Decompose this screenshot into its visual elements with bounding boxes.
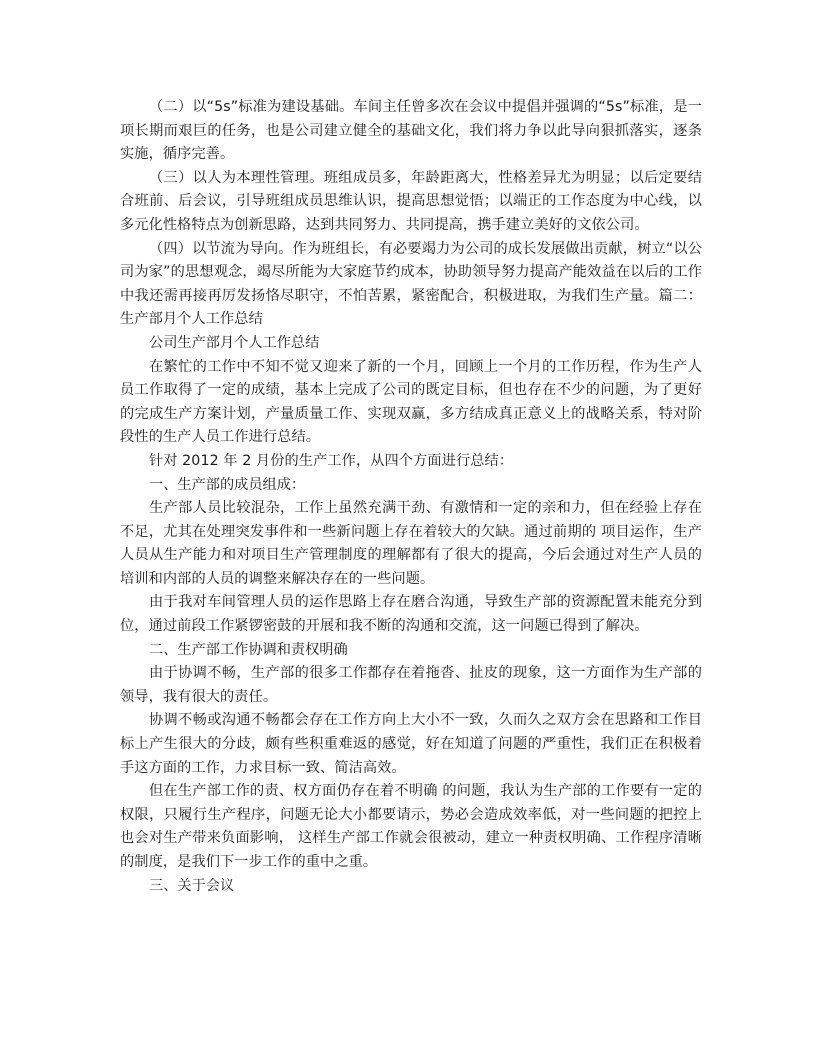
- paragraph-resource-allocation: 由于我对车间管理人员的运作思路上存在磨合沟通，导致生产部的资源配置未能充分到位，通过前段工作紧锣密鼓的开展和我不断的沟通和交流，这一问题已得到了解决。: [120, 594, 702, 635]
- heading-meetings: 三、关于会议: [149, 877, 235, 894]
- paragraph-communication: 协调不畅或沟通不畅都会存在工作方向上大小不一致，久而久之双方会在思路和工作目标上产生很大的分歧，颇有些积重难返的感觉，好在知道了问题的严重性，我们正在积极着手这方面的工作，力求目标一致、简洁高效。: [120, 712, 702, 776]
- paragraph-intro: 在繁忙的工作中不知不觉又迎来了新的一个月，回顾上一个月的工作历程，作为生产人员工作取得了一定的成绩，基本上完成了公司的既定目标，但也存在不少的问题，为了更好的完成生产方案计划，产量质量工作、实现双赢，多方结成真正意义上的战略关系，特对阶段性的生产人员工作进行总结。: [120, 358, 702, 446]
- paragraph-people-oriented: （三）以人为本理性管理。班组成员多，年龄距离大，性格差异尤为明显；以后定要结合班前、后会议，引导班组成员思维认识，提高思想觉悟；以端正的工作态度为中心线，以多元化性格特点为创新思路，达到共同努力、共同提高，携手建立美好的文依公司。: [120, 169, 702, 233]
- heading-members: 一、生产部的成员组成：: [149, 476, 306, 493]
- section-title: 公司生产部月个人工作总结: [149, 334, 320, 351]
- paragraph-cost-saving: （四）以节流为导向。作为班组长，有必要竭力为公司的成长发展做出贡献，树立“以公司为家”的思想观念，竭尽所能为大家庭节约成本，协助领导努力提高产能效益在以后的工作中我还需再接再厉发扬恪尽职守，不怕苦累，紧密配合，积极进取，为我们生产量。篇二：生产部月个人工作总结: [120, 240, 702, 328]
- document-body: [120, 96, 702, 898]
- paragraph-5s-standard: （二）以“5s”标准为建设基础。车间主任曾多次在会议中提倡并强调的“5s”标准，是一项长期而艰巨的任务，也是公司建立健全的基础文化，我们将力争以此导向狠抓落实，逐条实施，循序完善。: [120, 99, 702, 163]
- paragraph-coordination-issue: 由于协调不畅，生产部的很多工作都存在着拖沓、扯皮的现象，这一方面作为生产部的领导，我有很大的责任。: [120, 665, 702, 705]
- paragraph-members-detail: 生产部人员比较混杂，工作上虽然充满干劲、有激情和一定的亲和力，但在经验上存在不足，尤其在处理突发事件和一些新问题上存在着较大的欠缺。通过前期的 项目运作，生产人员从生产能力和对项目生产管理制度的理解都有了很大的提高，今后会通过对生产人员的培训和内部的人员的调整来解决存在的一些问题。: [120, 500, 702, 587]
- heading-coordination: 二、生产部工作协调和责权明确: [149, 641, 348, 658]
- paragraph-responsibility: 但在生产部工作的责、权方面仍存在着不明确 的问题，我认为生产部的工作要有一定的权限，只履行生产程序，问题无论大小都要请示，势必会造成效率低，对一些问题的把控上也会对生产带来负面影响， 这样生产部工作就会很被动，建立一种责权明确、工作程序清晰的制度，是我们下一步工作的重中之重。: [120, 783, 702, 870]
- paragraph-summary-scope: 针对 2012 年 2 月份的生产工作，从四个方面进行总结：: [149, 452, 514, 469]
